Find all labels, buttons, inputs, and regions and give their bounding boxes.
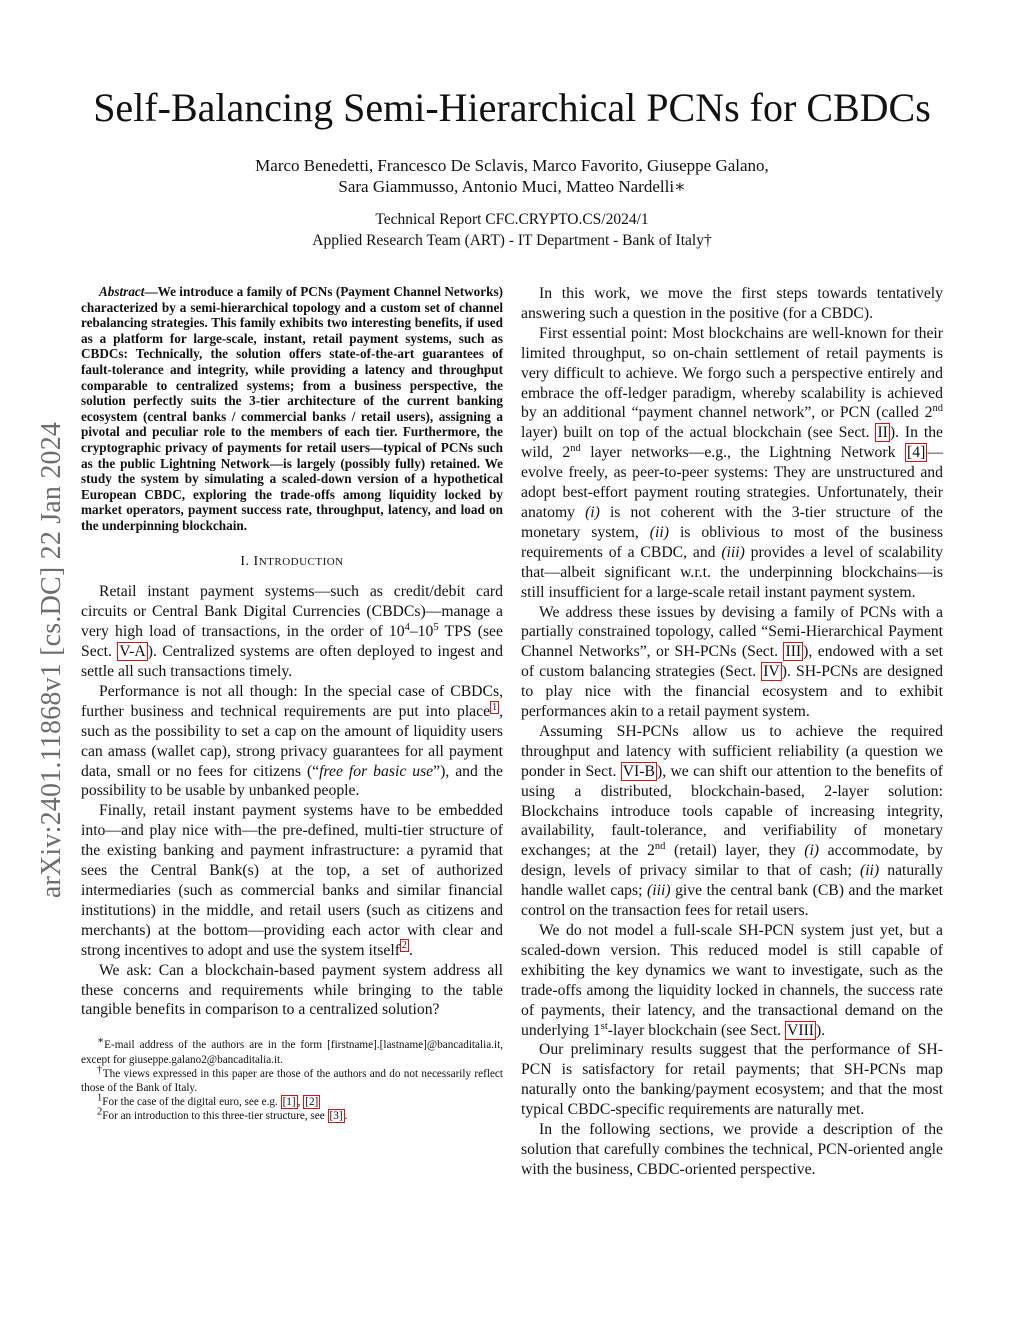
author-line-2: Sara Giammusso, Antonio Muci, Matteo Nardelli∗ <box>338 177 686 196</box>
arxiv-side-stamp <box>28 365 76 955</box>
body-paragraph: We do not model a full-scale SH-PCN system just yet, but a scaled-down version. This reduced model is still capable of exhibiting the key dynamics we want to investigate, such as the trade-offs among the liquidity locked in channels, the success rate of payments, their latency, and the transactional demand on the underlying 1st-layer blockchain (see Sect. VIII ). <box>521 922 943 1039</box>
institution: Applied Research Team (ART) - IT Department - Bank of Italy† <box>312 232 712 249</box>
body-paragraph: Our preliminary results suggest that the performance of SH-PCN is satisfactory for retail payments; that SH-PCNs map naturally onto the banking/payment ecosystem; and that the most typical CBDC-specific requirements are naturally met. <box>521 1041 943 1119</box>
citation-link[interactable]: [2] <box>305 1096 319 1109</box>
section-ref-link[interactable]: VIII <box>787 1021 815 1039</box>
intro-paragraph-1: Retail instant payment systems—such as credit/debit card circuits or Central Bank Digital Currencies (CBDCs)—manage a very high load of transactions, in the order of $10^4-10^5$ TPS (see Sect. V-A ). Centralized systems are often deployed to ingest and settle all such transactions timely. <box>81 583 503 681</box>
footnote-2: $^2$For an introduction to this three-tier structure, see [3] . <box>97 1106 348 1123</box>
section-ref-link[interactable]: II <box>877 424 888 442</box>
intro-paragraph-2: Performance is not all though: In the special case of CBDCs, further business and technical requirements are put into place $^1$ , such as the possibility to set a cap on the amount of liquidity users can amass (wallet cap), strong privacy guarantees for all payment data, small or no fees for citizens (“free for basic use”), and the possibility to be usable by unbanked people. <box>81 682 503 800</box>
section-ref-link[interactable]: VI-B <box>622 762 655 780</box>
paper-title: Self-Balancing Semi-Hierarchical PCNs for CBDCs <box>93 85 931 130</box>
abstract-text: —We introduce a family of PCNs (Payment Channel Networks) characterized by a semi-hierarchical topology and a custom set of channel rebalancing strategies. This family exhibits two interesting benefits, if used as a platform for large-scale, instant, retail payment systems, such as CBDCs: Technically, the solution offers state-of-the-art guarantees of fault-tolerance and integrity, while providing a latency and throughput comparable to centralized systems; from a business perspective, the solution perfectly suits the 3-tier architecture of the current banking ecosystem (central banks / commercial banks / retail users), assigning a pivotal and peculiar role to the members of each tier. Furthermore, the cryptographic privacy of payments for retail users—typical of PCNs such as the public Lightning Network—is largely (possibly fully) retained. We study the system by simulating a scaled-down version of a hypothetical European CBDC, exploring the trade-offs among liquidity locked by market operators, payment success rate, throughput, latency, and load on the underpinning blockchain. <box>81 284 503 533</box>
author-list <box>0 155 1024 197</box>
intro-paragraph-4: We ask: Can a blockchain-based payment system address all these concerns and requirements while bringing to the table tangible benefits in comparison to a centralized solution? <box>81 961 503 1019</box>
footnote-email: ∗E-mail address of the authors are in the form [firstname].[lastname]@bancaditalia.it, except for giuseppe.galano2@bancaditalia.it. <box>81 1035 503 1066</box>
citation-link[interactable]: [4] <box>907 444 926 462</box>
report-id: Technical Report CFC.CRYPTO.CS/2024/1 <box>375 211 649 228</box>
section-ref-link[interactable]: IV <box>763 663 780 681</box>
section-title-rest: NTRODUCTION <box>258 555 344 568</box>
footnotes <box>81 1035 503 1123</box>
body-paragraph: Assuming SH-PCNs allow us to achieve the required throughput and latency with sufficient reliability (a question we ponder in Sect. VI-B ), we can shift our attention to the benefits of using a distributed, blockchain-based, 2-layer solution: Blockchains introduce tools capable of increasing integrity, availability, fault-tolerance, and verifiability of monetary exchanges; at the 2nd (retail) layer, they (i) accommodate, by design, levels of privacy similar to that of cash; (ii) naturally handle wallet caps; (iii) give the central bank (CB) and the market control on the transaction fees for retail users. <box>521 722 943 920</box>
abstract-label: Abstract <box>99 284 145 299</box>
section-ref-link[interactable]: V-A <box>119 643 146 661</box>
arxiv-identifier: arXiv:2401.11868v1 [cs.DC] 22 Jan 2024 <box>36 421 67 899</box>
body-paragraph: In this work, we move the first steps towards tentatively answering such a question in the positive (for a CBDC). <box>521 285 943 322</box>
section-title-initial: I <box>253 553 259 569</box>
body-paragraph: First essential point: Most blockchains are well-known for their limited throughput, so on-chain settlement of retail payments is very difficult to achieve. We forgo such a perspective entirely and embrace the off-ledger paradigm, whereby scalability is achieved by an additional “payment channel network”, or PCN (called 2nd layer) built on top of the actual blockchain (see Sect. II ). In the wild, 2nd layer networks—e.g., the Lightning Network [4] —evolve freely, as peer-to-peer systems: They are unstructured and adopt best-effort payment routing strategies. Unfortunately, their anatomy (i) is not coherent with the 3-tier structure of the monetary system, (ii) is oblivious to most of the business requirements of a CBDC, and (iii) provides a level of scalability that—albeit significant w.r.t. the underpinning blockchains—is still insufficient for a large-scale retail instant payment system. <box>521 324 944 601</box>
footnote-link-1[interactable]: 1 <box>492 701 498 713</box>
author-line-1: Marco Benedetti, Francesco De Sclavis, Marco Favorito, Giuseppe Galano, <box>255 156 769 175</box>
left-column <box>81 284 503 1124</box>
abstract <box>81 284 503 534</box>
citation-link[interactable]: [1] <box>282 1096 296 1109</box>
footnote-disclaimer: †The views expressed in this paper are those of the authors and do not necessarily reflect those of the Bank of Italy. <box>81 1064 503 1094</box>
section-heading-introduction <box>81 552 503 573</box>
body-paragraph: We address these issues by devising a family of PCNs with a partially constrained topology, called “Semi-Hierarchical Payment Channel Networks”, or SH-PCNs (Sect. III ), endowed with a set of custom balancing strategies (Sect. IV ). SH-PCNs are designed to play nice with the financial ecosystem and to exhibit performances akin to a retail payment system. <box>521 603 943 721</box>
footnote-link-2[interactable]: 2 <box>401 940 407 952</box>
intro-paragraph-3: Finally, retail instant payment systems have to be embedded into—and play nice with—the pre-defined, multi-tier structure of the existing banking and payment infrastructure: a pyramid that sees the Central Bank(s) at the top, a set of authorized intermediaries (such as commercial banks and similar financial institutions) in the middle, and retail users (such as citizens and merchants) at the bottom—providing each actor with clear and strong incentives to adopt and use the system itself $^2$ . <box>81 802 503 959</box>
right-column <box>521 284 943 1180</box>
section-ref-link[interactable]: III <box>785 643 802 661</box>
section-number: I. <box>240 553 250 569</box>
citation-link[interactable]: [3] <box>329 1110 343 1123</box>
body-paragraph: In the following sections, we provide a description of the solution that carefully combines the technical, PCN-oriented angle with the business, CBDC-oriented perspective. <box>521 1121 943 1178</box>
footnote-1: $^1$For the case of the digital euro, see e.g. [1] , [2] <box>97 1092 319 1109</box>
affiliation-block <box>0 209 1024 251</box>
